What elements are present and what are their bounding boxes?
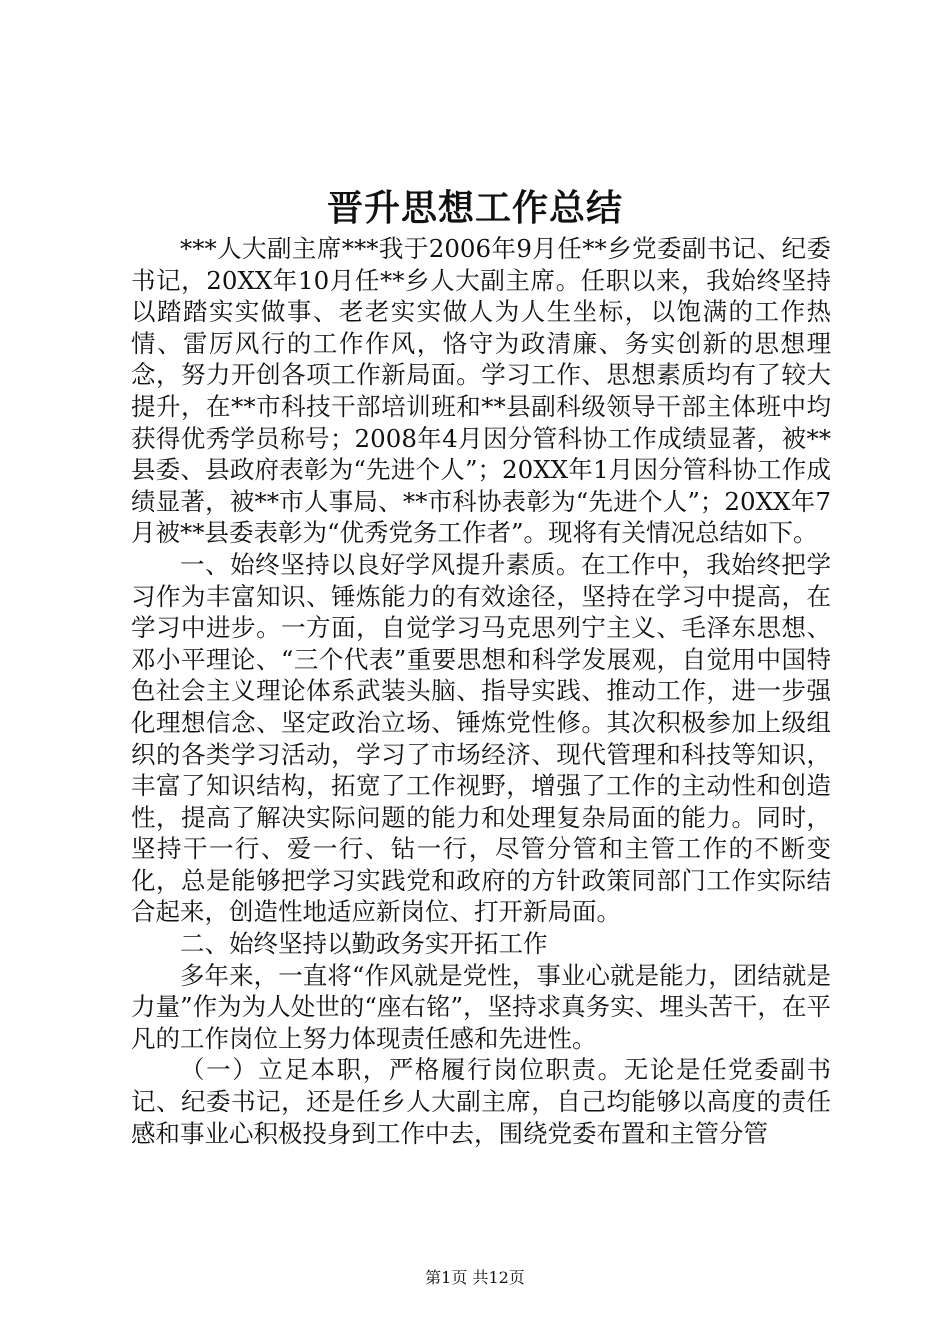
document-body: [131, 233, 831, 1149]
paragraph: 一、始终坚持以良好学风提升素质。在工作中，我始终把学习作为丰富知识、锤炼能力的有效途径，坚持在学习中提高，在学习中进步。一方面，自觉学习马克思列宁主义、毛泽东思想、邓小平理论、“三个代表”重要思想和科学发展观，自觉用中国特色社会主义理论体系武装头脑、指导实践、推动工作，进一步强化理想信念、坚定政治立场、锤炼党性修。其次积极参加上级组织的各类学习活动，学习了市场经济、现代管理和科技等知识，丰富了知识结构，拓宽了工作视野，增强了工作的主动性和创造性，提高了解决实际问题的能力和处理复杂局面的能力。同时，坚持干一行、爱一行、钻一行，尽管分管和主管工作的不断变化，总是能够把学习实践党和政府的方针政策同部门工作实际结合起来，创造性地适应新岗位、打开新局面。: [131, 549, 831, 927]
paragraph: 多年来，一直将“作风就是党性，事业心就是能力，团结就是力量”作为为人处世的“座右铭”，坚持求真务实、埋头苦干，在平凡的工作岗位上努力体现责任感和先进性。: [131, 960, 831, 1053]
section-heading: 二、始终坚持以勤政务实开拓工作: [180, 929, 548, 959]
paragraph: ***人大副主席***我于2006年9月任**乡党委副书记、纪委书记，20XX年10月任**乡人大副主席。任职以来，我始终坚持以踏踏实实做事、老老实实做人为人生坐标，以饱满的工作热情、雷厉风行的工作作风，恪守为政清廉、务实创新的思想理念，努力开创各项工作新局面。学习工作、思想素质均有了较大提升，在**市科技干部培训班和**县副科级领导干部主体班中均获得优秀学员称号；2008年4月因分管科协工作成绩显著，被**县委、县政府表彰为“先进个人”；20XX年1月因分管科协工作成绩显著，被**市人事局、**市科协表彰为“先进个人”；20XX年7月被**县委表彰为“优秀党务工作者”。现将有关情况总结如下。: [131, 234, 831, 548]
document-title: 晋升思想工作总结: [326, 187, 623, 229]
page-footer: 第1页 共12页: [425, 1268, 525, 1287]
paragraph: （一）立足本职，严格履行岗位职责。无论是任党委副书记、纪委书记，还是任乡人大副主席，自己均能够以高度的责任感和事业心积极投身到工作中去，围绕党委布置和主管分管: [131, 1055, 831, 1148]
